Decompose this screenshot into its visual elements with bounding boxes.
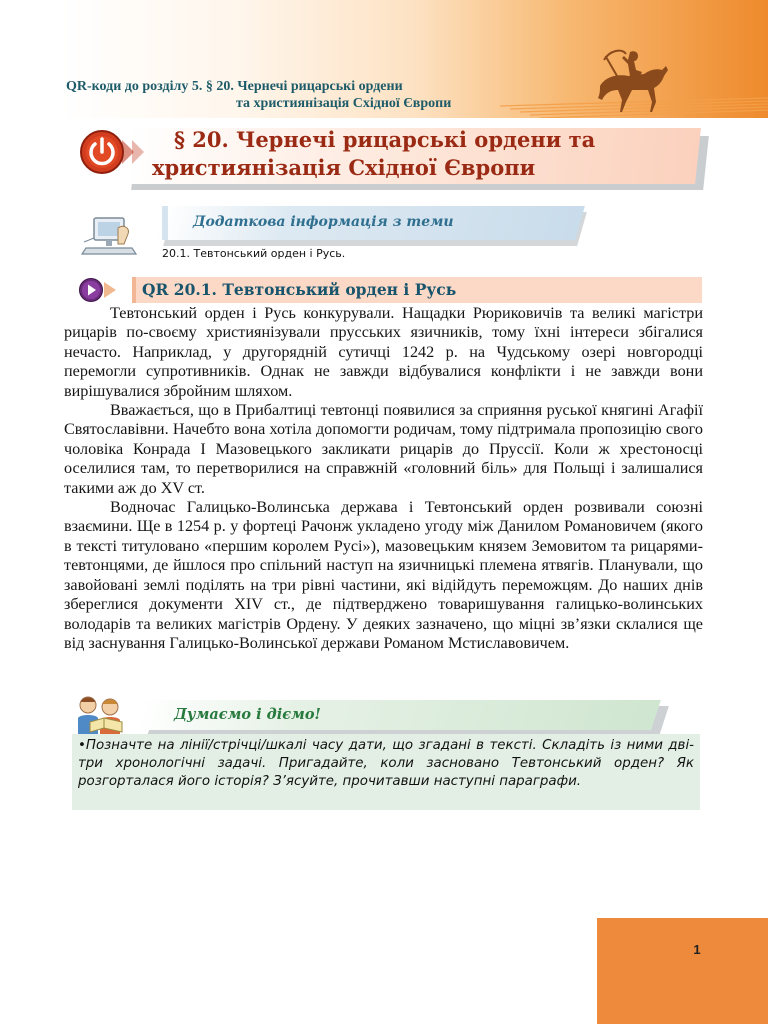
header-title-line1: QR-коди до розділу 5. § 20. Чернечі рицарські ордени [66, 79, 403, 94]
task-text: Позначте на лінії/стрічці/шкалі часу дати, що згадані в тексті. Складіть із ними дві-три хронологічні задачі. Пригадайте, коли засновано Тевтонський орден? Як розгорталася його історія? З’ясуйте, прочитавши наступні параграфи. [78, 738, 694, 789]
section-title-line1: § 20. Чернечі рицарські ордени та [174, 127, 596, 152]
info-bar-accent [162, 206, 168, 240]
task-bullet: • [78, 738, 86, 753]
computer-reading-icon [78, 214, 140, 260]
horseman-archer-icon [592, 40, 674, 114]
paragraph: Вважається, що в Прибалтиці тевтонці появилися за сприяння руської княгині Агафії Святославівни. Начебто вона хотіла допомогти родичам, тому підтримала пропозицію свого чоловіка Конрада І Мазовецького закликати рицарів до Пруссії. Коли ж хрестоносці оселилися там, то перетворилися на справжній «головний біль» для Польщі і залишалися такими аж до XV ст. [64, 401, 703, 497]
think-do-title: Думаємо і діємо! [174, 706, 321, 723]
additional-info-item[interactable]: 20.1. Тевтонський орден і Русь. [162, 247, 346, 260]
children-reading-icon [74, 694, 136, 736]
qr-section-title: QR 20.1. Тевтонський орден і Русь [142, 280, 457, 299]
page-number-box [597, 918, 768, 1024]
qr-heading-accent [132, 277, 136, 303]
body-text [64, 304, 703, 653]
page-number: 1 [693, 942, 701, 957]
section-title [152, 126, 692, 182]
header-title [66, 78, 506, 112]
additional-info-title: Додаткова інформація з теми [193, 214, 454, 230]
section-title-line2: християнізація Східної Європи [152, 155, 536, 180]
paragraph: Тевтонський орден і Русь конкурували. Нащадки Рюриковичів та великі магістри рицарів по-своєму християнізували прусських язичників, тому їхні інтереси збігалися нечасто. Наприклад, у другорядній сутичці 1242 р. на Чудському озері новгородці перемогли супротивників. Однак не завжди відбувалися конфлікти і не завжди вони вирішувалися збройним шляхом. [64, 304, 703, 400]
header-title-line2: та християнізація Східної Європи [236, 96, 452, 111]
section-title-box [78, 122, 710, 192]
play-button-icon[interactable] [78, 277, 118, 303]
task-box [72, 734, 700, 810]
paragraph: Водночас Галицько-Волинська держава і Тевтонський орден розвивали союзні взаємини. Ще в 1254 р. у фортеці Рачонж укладено угоду між Данилом Романовичем (якого в тексті титуловано «першим королем Русі»), мазовецьким князем Земовитом та рицарями-тевтонцями, де йшлося про спільний наступ на язичницькі племена ятвягів. Планували, що завойовані землі поділять на три рівні частини, які відійдуть переможцям. До наших днів збереглися документи XIV ст., де підтверджено товаришування галицько-волинських володарів та великих магістрів Ордену. У деяких зазначено, що міцні зв’язки склалися ще від заснування Галицько-Волинської держави Романом Мстиславовичем. [64, 498, 703, 652]
power-button-icon [78, 128, 150, 176]
